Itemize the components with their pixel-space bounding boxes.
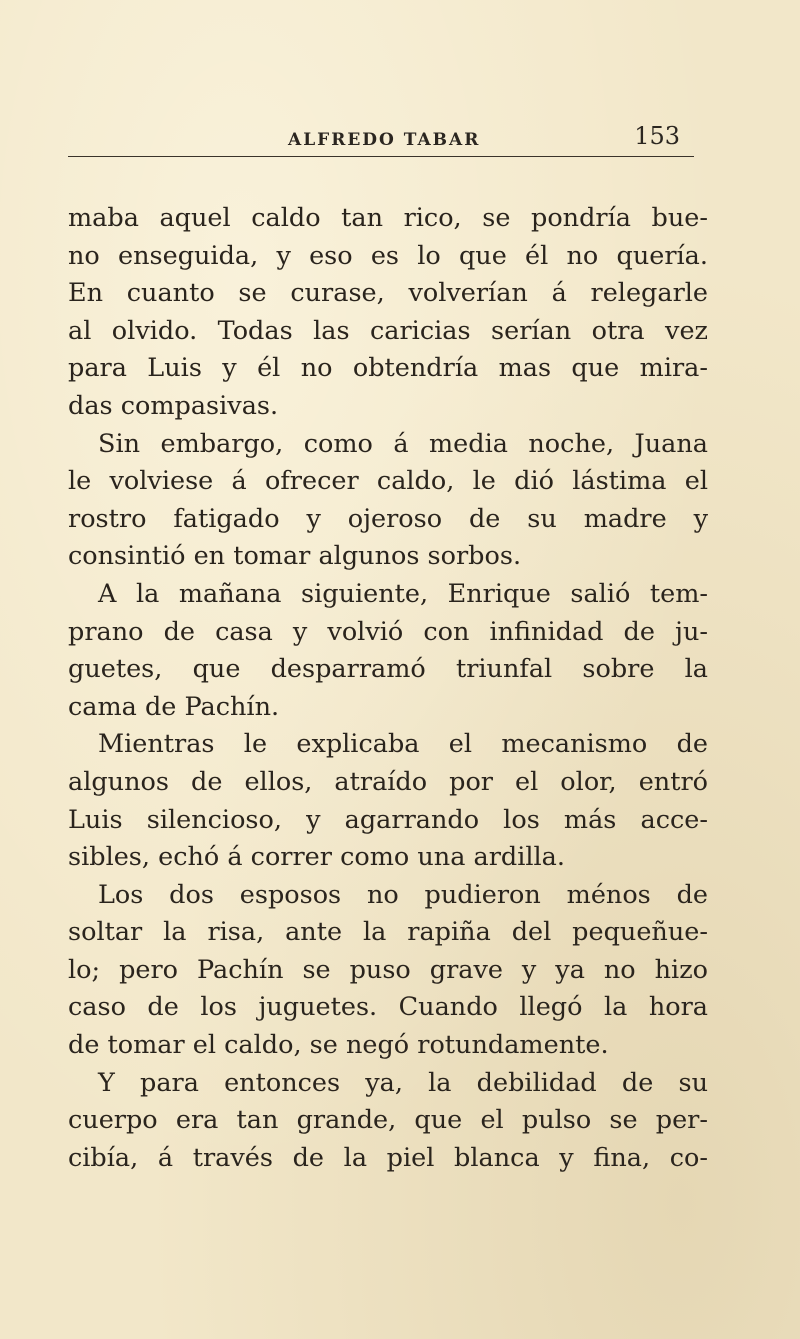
text-line: al olvido. Todas las caricias serían otra vez (68, 315, 708, 346)
page-number: 153 (634, 122, 680, 150)
running-header (68, 118, 694, 158)
text-line: le volviese á ofrecer caldo, le dió lástima el (68, 466, 708, 497)
text-line: maba aquel caldo tan rico, se pondría bue- (68, 203, 708, 233)
text-line: guetes, que desparramó triunfal sobre la (68, 654, 708, 685)
text-line: caso de los juguetes. Cuando llegó la hora (68, 992, 708, 1023)
header-rule (68, 156, 694, 157)
text-line: cibía, á través de la piel blanca y fina, co- (68, 1142, 708, 1173)
text-line: lo; pero Pachín se puso grave y ya no hizo (68, 954, 708, 985)
text-line: soltar la risa, ante la rapiña del pequeñue- (68, 917, 708, 948)
text-line: rostro fatigado y ojeroso de su madre y (68, 503, 708, 534)
text-line: Luis silencioso, y agarrando los más acce- (68, 804, 708, 835)
text-line: A la mañana siguiente, Enrique salió tem- (98, 578, 708, 609)
text-line: En cuanto se curase, volverían á relegarle (68, 278, 708, 309)
text-line: Y para entonces ya, la debilidad de su (98, 1067, 708, 1098)
text-line: algunos de ellos, atraído por el olor, entró (68, 766, 708, 797)
text-line: Mientras le explicaba el mecanismo de (98, 729, 708, 760)
text-line: sibles, echó á correr como una ardilla. (68, 842, 565, 873)
text-line: Sin embargo, como á media noche, Juana (98, 428, 708, 459)
text-line: de tomar el caldo, se negó rotundamente. (68, 1030, 609, 1061)
body-text (68, 200, 708, 1177)
text-line: das compasivas. (68, 390, 279, 421)
text-line: prano de casa y volvió con infinidad de ju- (68, 616, 708, 647)
text-line: consintió en tomar algunos sorbos. (68, 541, 522, 572)
text-line: cuerpo era tan grande, que el pulso se per- (68, 1105, 708, 1136)
text-line: para Luis y él no obtendría mas que mira- (68, 353, 708, 384)
text-line: no enseguida, y eso es lo que él no quería. (68, 240, 708, 271)
running-header-author: ALFREDO TABAR (288, 130, 481, 150)
text-line: Los dos esposos no pudieron ménos de (98, 879, 708, 910)
text-line: cama de Pachín. (68, 691, 280, 722)
